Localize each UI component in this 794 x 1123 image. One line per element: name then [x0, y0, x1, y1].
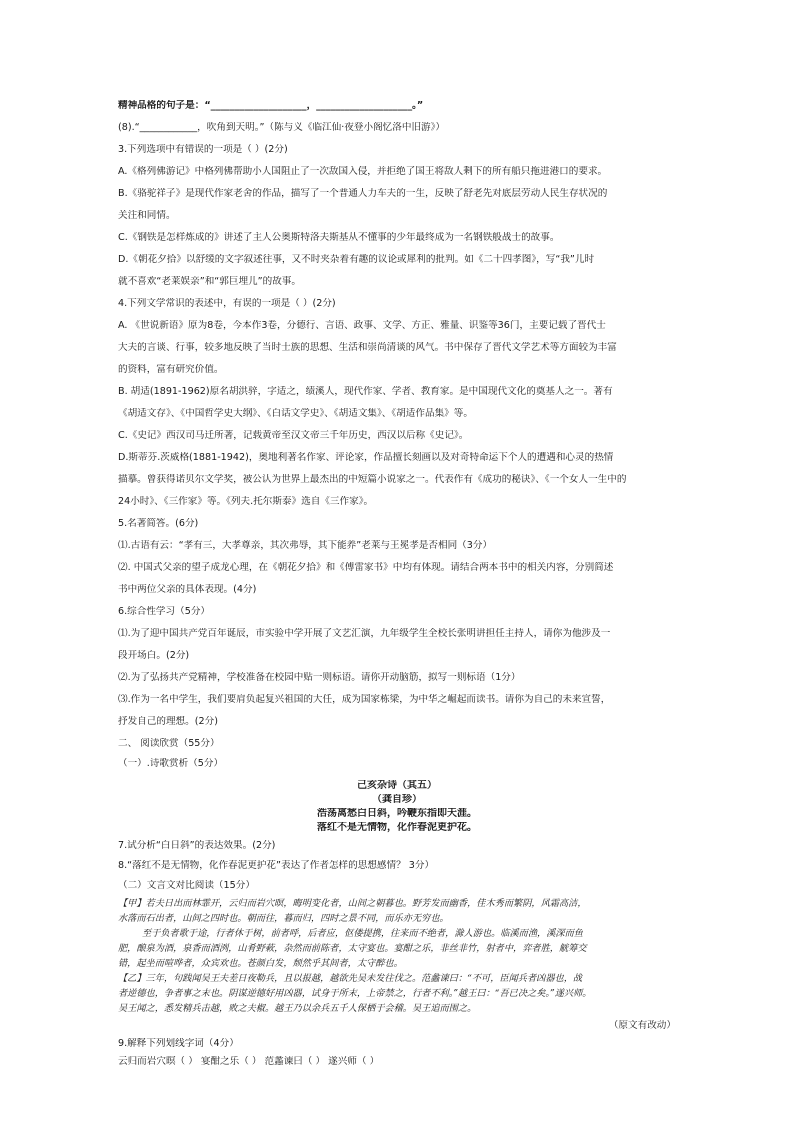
question-7: 7.试分析“白日斜”的表达效果。(2分) — [118, 840, 276, 851]
passage-a-line: 错，起坐而喧哗者，众宾欢也。苍颜白发，颓然乎其间者，太守醉也。 — [118, 958, 403, 969]
q3-option-b-cont: 关注和同情。 — [118, 210, 176, 221]
q6-part-3-cont: 抒发自己的理想。(2分) — [118, 716, 218, 727]
q6-part-2: ⑵.为了弘扬共产党精神，学校准备在校园中贴一则标语。请你开动脑筋，拟写一则标语（1分） — [118, 672, 521, 683]
question-9-items: 云归而岩穴暝（ ） 宴酣之乐（ ） 范蠡谏曰（ ） 遂兴师（ ） — [118, 1056, 380, 1067]
passage-a-line: 至于负者歌于途，行者休于树，前者呼，后者应，伛偻提携，往来而不绝者，滁人游也。临溪而渔，溪深而鱼 — [142, 928, 583, 939]
q3-option-a: A.《格列佛游记》中格列佛帮助小人国阻止了一次敌国入侵，并拒绝了国王将敌人剩下的所有船只拖进港口的要求。 — [118, 166, 608, 177]
question-9: 9.解释下列划线字词（4分） — [118, 1038, 239, 1049]
q4-option-d: D.斯蒂芬.茨威格(1881-1942)，奥地利著名作家、评论家，作品擅长刻画以及对奇特命运下个人的遭遇和心灵的热情 — [118, 452, 614, 463]
q3-option-b: B.《骆驼祥子》是现代作家老舍的作品，描写了一个普通人力车夫的一生，反映了舒老先对底层劳动人民生存状况的 — [118, 188, 608, 199]
source-note: （原文有改动） — [608, 1020, 676, 1031]
subsection-poetry: （一）.诗歌赏析（5分） — [118, 758, 224, 769]
question-6: 6.综合性学习（5分） — [118, 606, 211, 617]
q5-part-2-cont: 书中两位父亲的具体表现。(4分) — [118, 584, 257, 595]
q3-option-c: C.《钢铁是怎样炼成的》讲述了主人公奥斯特洛夫斯基从不懂事的少年最终成为一名钢铁般战士的故事。 — [118, 232, 560, 243]
q6-part-1: ⑴.为了迎中国共产党百年诞辰，市实验中学开展了文艺汇演，九年级学生全校长张明讲担任主持人，请你为他涉及一 — [118, 628, 611, 639]
poem-title: 己亥杂诗（其五） — [357, 780, 437, 791]
passage-b-line: 吴王闻之，悉发精兵击越，败之夫椒。越王乃以余兵五千人保栖于会稽。吴王追而围之。 — [118, 1003, 477, 1014]
fill-blank-line: 精神品格的句子是：“____________________，____________________。” — [118, 100, 424, 111]
q4-option-b: B. 胡适(1891-1962)原名胡洪骍，字适之，绩溪人，现代作家、学者、教育家。是中国现代文化的奠基人之一。著有 — [118, 386, 613, 397]
q3-option-d: D.《朝花夕拾》以舒缓的文字叙述往事，又不时夹杂着有趣的议论或犀利的批判。如《二十四孝图》，写“我”儿时 — [118, 254, 595, 265]
poem-line-2: 落红不是无情物，化作春泥更护花。 — [317, 822, 477, 833]
q6-part-3: ⑶.作为一名中学生，我们要肩负起复兴祖国的大任，成为国家栋梁，为中华之崛起而读书。请你为自己的未来宣誓， — [118, 694, 611, 705]
section-2-heading: 二、 阅读欣赏（55分） — [118, 738, 220, 749]
question-5: 5.名著简答。(6分) — [118, 518, 199, 529]
passage-b-line: 者逆德也，争者事之末也。阴谋逆德好用凶器，试身于所末，上帝禁之，行者不利。”越王曰：“吾已决之矣。”遂兴师。 — [118, 988, 592, 999]
fill-blank-line-8: (8).“____________，吹角到天明。”（陈与义《临江仙·夜登小阁忆洛中旧游》） — [118, 122, 446, 133]
q4-option-b-cont: 《胡适文存》、《中国哲学史大纲》、《白话文学史》、《胡适文集》、《胡适作品集》等。 — [118, 408, 473, 419]
q4-option-d-cont: 描摹。曾获得诺贝尔文学奖，被公认为世界上最杰出的中短篇小说家之一。代表作有《成功的秘诀》、《一个女人一生中的 — [118, 474, 627, 485]
q3-option-d-cont: 就不喜欢“老莱娱亲”和“郭巨埋儿”的故事。 — [118, 276, 301, 287]
question-4: 4.下列文学常识的表述中，有误的一项是（ ）(2分) — [118, 298, 336, 309]
q4-option-d-cont2: 24小时》、《三作家》等。《列夫.托尔斯泰》选自《三作家》。 — [118, 496, 374, 507]
passage-b-line: 【乙】三年，句践闻吴王夫差日夜勒兵，且以报越，越欲先吴未发往伐之。范蠡谏曰：“不可，臣闻兵者凶器也，战 — [118, 973, 583, 984]
passage-a-line: 【甲】若夫日出而林霏开，云归而岩穴暝，晦明变化者，山间之朝暮也。野芳发而幽香，佳木秀而繁阴，风霜高洁， — [118, 898, 587, 909]
question-3: 3.下列选项中有错误的一项是（ ）(2分) — [118, 144, 288, 155]
passage-a-line: 肥，酿泉为酒，泉香而酒洌，山肴野蔌，杂然而前陈者，太守宴也。宴酣之乐，非丝非竹，射者中，弈者胜，觥筹交 — [118, 943, 587, 954]
q5-part-1: ⑴.古语有云：“孝有三，大孝尊亲，其次弗辱，其下能养”老莱与王冕孝是否相同（3分） — [118, 540, 493, 551]
poem-author: （龚自珍） — [372, 794, 422, 805]
q4-option-c: C.《史记》西汉司马迁所著，记载黄帝至汉文帝三千年历史，西汉以后称《史记》。 — [118, 430, 469, 441]
poem-line-1: 浩荡离愁白日斜，吟鞭东指即天涯。 — [317, 808, 477, 819]
question-8: 8.“落红不是无情物，化作春泥更护花”表达了作者怎样的思想感情？ 3分） — [118, 860, 435, 871]
q5-part-2: ⑵. 中国式父亲的望子成龙心理，在《朝花夕拾》和《傅雷家书》中均有体现。请结合两本书中的相关内容，分别简述 — [118, 562, 614, 573]
subsection-classical: （二）文言文对比阅读（15分） — [118, 880, 255, 891]
q4-option-a: A. 《世说新语》原为8卷，今本作3卷，分德行、言语、政事、文学、方正、雅量、识鉴等36门，主要记载了晋代士 — [118, 320, 606, 331]
q6-part-1-cont: 段开场白。(2分) — [118, 650, 190, 661]
passage-a-line: 水落而石出者，山间之四时也。朝而往，暮而归，四时之景不同，而乐亦无穷也。 — [118, 913, 449, 924]
q4-option-a-cont: 大夫的言谈、行事，较多地反映了当时士族的思想、生活和崇尚清谈的风气。书中保存了晋代文学艺术等方面较为丰富 — [118, 342, 617, 353]
q4-option-a-cont2: 的资料，富有研究价值。 — [118, 364, 224, 375]
